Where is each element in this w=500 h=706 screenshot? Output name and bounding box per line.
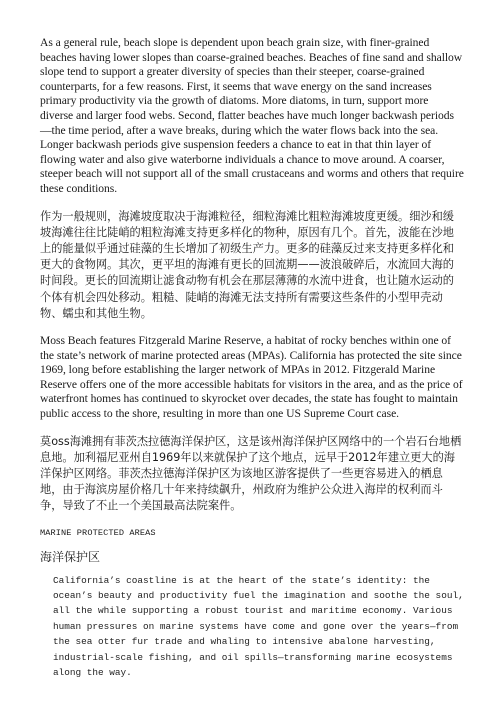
block-quote: California’s coastline is at the heart of the state’s identity: the ocean’s beauty and productivity fuel the imagination and soothe the soul, all the while supporting a robust tourist and maritime economy. Various human pressures on marine systems have come and gone over the years—from the sea otter fur trade and whaling to intensive abalone harvesting, industrial-scale fishing, and oil spills—transforming marine ecosystems along the way. bbox=[53, 574, 464, 678]
paragraph-beach-slope-en: As a general rule, beach slope is dependent upon beach grain size, with finer-grained beaches having lower slopes than coarse-grained beaches. Beaches of fine sand and shallow slope tend to support a greater diversity of species than their steeper, coarse-grained counterparts, for a few reasons. First, it seems that wave energy on the sand increases primary productivity via the growth of diatoms. More diatoms, in turn, support more diverse and larger food webs. Second, flatter beaches have much longer backwash periods—the time period, after a wave breaks, during which the water flows back into the sea. Longer backwash periods give suspension feeders a chance to eat in that thin layer of flowing water and also give waterborne individuals a chance to move around. A coarser, steeper beach will not support all of the small crustaceans and worms and others that require these conditions. bbox=[40, 36, 464, 195]
section-heading-en: MARINE PROTECTED AREAS bbox=[40, 527, 156, 538]
paragraph-moss-beach-zh: 莫oss海滩拥有菲茨杰拉德海洋保护区，这是该州海洋保护区网络中的一个岩石台地栖息地。加利福尼亚州自1969年以来就保护了这个地点，远早于2012年建立更大的海洋保护区网络。菲茨杰拉德海洋保护区为该地区游客提供了一些更容易进入的栖息地，由于海滨房屋价格几十年来持续飙升，州政府为维护公众进入海岸的权利而斗争，导致了不止一个美国最高法院案件。 bbox=[40, 434, 462, 513]
document-page bbox=[40, 36, 464, 680]
section-heading-zh: 海洋保护区 bbox=[40, 549, 101, 564]
paragraph-moss-beach-en: Moss Beach features Fitzgerald Marine Reserve, a habitat of rocky benches within one of the state’s network of marine protected areas (MPAs). California has protected the site since 1969, long before establishing the larger network of MPAs in 2012. Fitzgerald Marine Reserve offers one of the more accessible habitats for visitors in the area, and as the price of waterfront homes has continued to skyrocket over decades, the state has fought to maintain public access to the shore, resulting in more than one US Supreme Court case. bbox=[40, 333, 463, 420]
paragraph-beach-slope-zh: 作为一般规则，海滩坡度取决于海滩粒径，细粒海滩比粗粒海滩坡度更缓。细沙和缓坡海滩往往比陡峭的粗粒海滩支持更多样化的物种，原因有几个。首先，波能在沙地上的能量似乎通过硅藻的生长增加了初级生产力。更多的硅藻反过来支持更多样化和更大的食物网。其次，更平坦的海滩有更长的回流期——波浪破碎后，水流回大海的时间段。更长的回流期让滤食动物有机会在那层薄薄的水流中进食，也让随水运动的个体有机会四处移动。粗糙、陡峭的海滩无法支持所有需要这些条件的小型甲壳动物、蠕虫和其他生物。 bbox=[40, 209, 454, 320]
